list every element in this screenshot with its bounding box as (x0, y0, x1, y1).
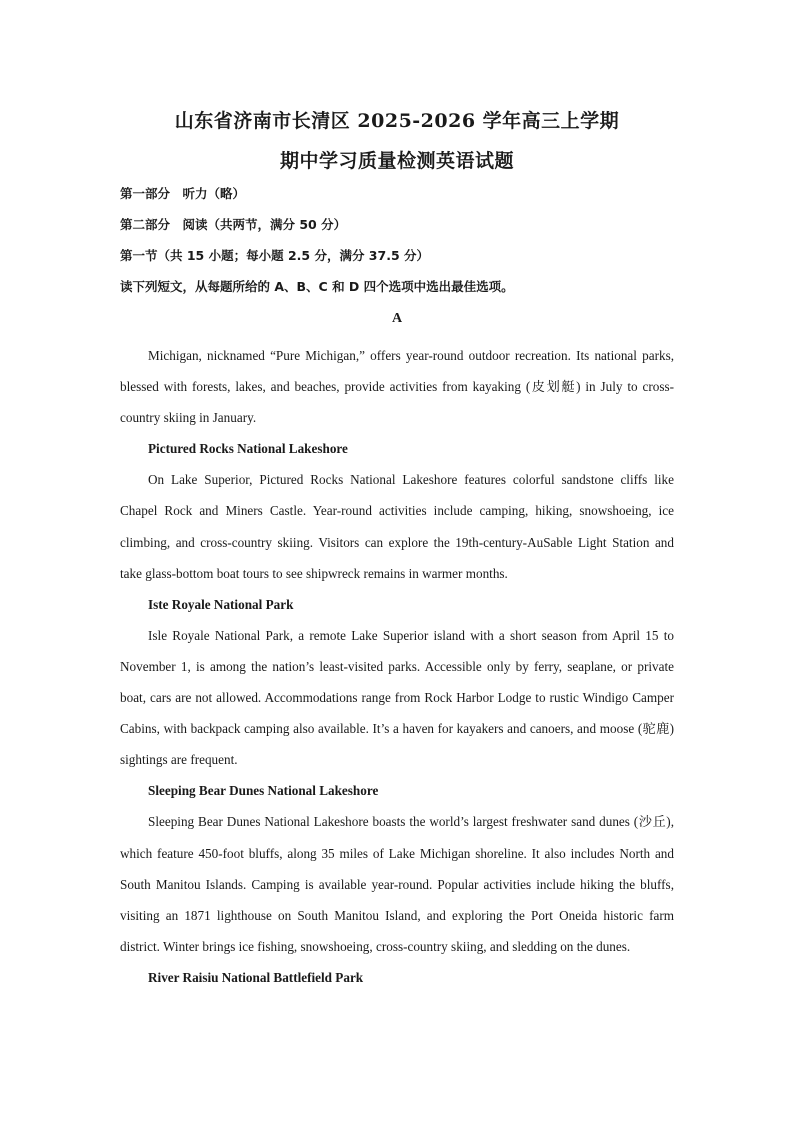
park-text-isle-royale: Isle Royale National Park, a remote Lake Superior island with a short season from April 15 to November 1, is among the nation’s least-visited parks. Accessible only by ferry, seaplane, or private boat, cars are not allowed. Accommodations range from Rock Harbor Lodge to rustic Windigo Camper Cabins, with backpack camping also available. It’s a haven for kayakers and canoers, and moose (驼鹿) sightings are frequent. (120, 627, 674, 768)
instruction-part-two: 第二部分 阅读（共两节，满分 50 分） (120, 217, 347, 232)
article-intro: Michigan, nicknamed “Pure Michigan,” offers year-round outdoor recreation. Its national parks, blessed with forests, lakes, and beaches, provide activities from kayaking (皮划艇) in July to cross-country skiing in January. (120, 348, 674, 426)
park-heading-isle-royale: Iste Royale National Park (148, 596, 294, 612)
reading-article (120, 340, 674, 993)
park-heading-river-raisin: River Raisiu National Battlefield Park (148, 969, 364, 985)
instruction-part-one: 第一部分 听力（略） (120, 186, 246, 201)
park-heading-sleeping-bear: Sleeping Bear Dunes National Lakeshore (148, 783, 379, 799)
instructions-block (120, 185, 676, 309)
document-title-line2: 期中学习质量检测英语试题 (279, 150, 514, 172)
instruction-directions: 读下列短文，从每题所给的 A、B、C 和 D 四个选项中选出最佳选项。 (120, 279, 514, 294)
park-text-sleeping-bear: Sleeping Bear Dunes National Lakeshore boasts the world’s largest freshwater sand dunes (沙丘), which feature 450-foot bluffs, along 35 miles of Lake Michigan shoreline. It also includes North and South Manitou Islands. Camping is available year-round. Popular activities include hiking the bluffs, visiting an 1871 lighthouse on South Manitou Island, and exploring the Port Oneida historic farm district. Winter brings ice fishing, snowshoeing, cross-country skiing, and sledding on the dunes. (120, 814, 674, 954)
instruction-section-one: 第一节（共 15 小题；每小题 2.5 分，满分 37.5 分） (120, 248, 429, 263)
section-letter: A (391, 311, 403, 326)
document-title-line1: 山东省济南市长清区 2025-2026 学年高三上学期 (174, 110, 620, 132)
park-heading-pictured-rocks: Pictured Rocks National Lakeshore (148, 441, 348, 457)
park-text-pictured-rocks: On Lake Superior, Pictured Rocks National Lakeshore features colorful sandstone cliffs like Chapel Rock and Miners Castle. Year-round activities include camping, hiking, snowshoeing, ice climbing, and cross-country skiing. Visitors can explore the 19th-century-AuSable Light Station and take glass-bottom boat tours to see shipwreck remains in warmer months. (120, 472, 674, 581)
